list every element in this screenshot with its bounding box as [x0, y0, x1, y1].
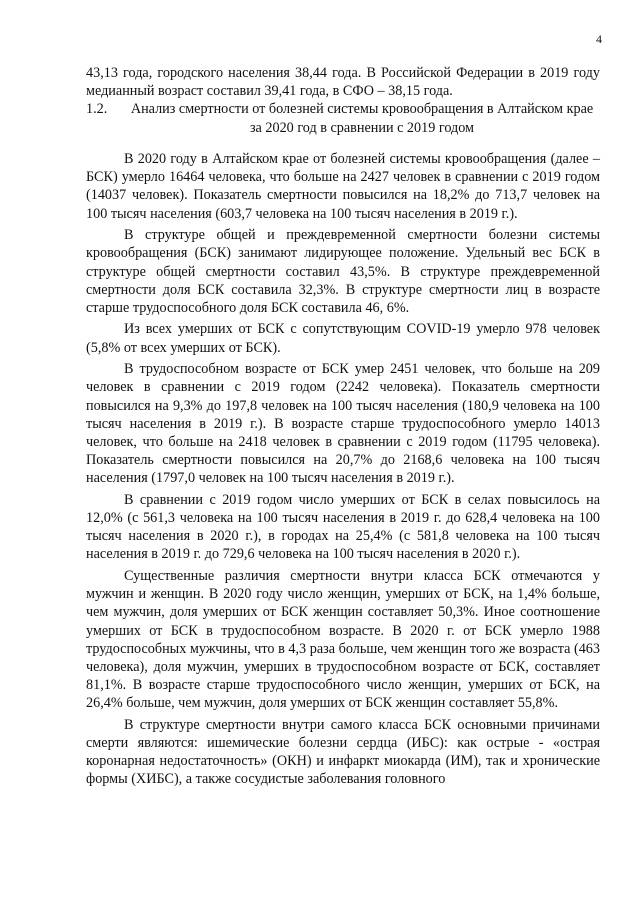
paragraph: В структуре общей и преждевременной смертности болезни системы кровообращения (БСК) занимают лидирующее положение. Удельный вес БСК в структуре общей смертности составил 43,5%. В структуре преждевременной смертности доля БСК составила 32,3%. В структуре смертности лиц в возрасте старше трудоспособного доля БСК составила 46, 6%. — [86, 227, 600, 316]
section-number: 1.2. — [86, 101, 108, 118]
paragraph: Из всех умерших от БСК с сопутствующим COVID-19 умерло 978 человек (5,8% от всех умерших от БСК). — [86, 321, 600, 356]
paragraph: В 2020 году в Алтайском крае от болезней системы кровообращения (далее – БСК) умерло 16464 человека, что больше на 2427 человек в сравнении с 2019 годом (14037 человек). Показатель смертности повысился на 18,2% до 713,7 человек на 100 тысяч населения (603,7 человека на 100 тысяч населения в 2019 г.). — [86, 151, 600, 222]
paragraph: В структуре смертности внутри самого класса БСК основными причинами смерти являются: ишемические болезни сердца (ИБС): как острые - «острая коронарная недостаточность» (ОКН) и инфаркт миокарда (ИМ), так и хронические формы (ХИБС), а также сосудистые заболевания головного — [86, 716, 600, 788]
section-heading — [86, 100, 600, 136]
body-text — [86, 150, 600, 792]
intro-paragraph: 43,13 года, городского населения 38,44 года. В Российской Федерации в 2019 году медианный возраст составил 39,41 года, в СФО – 38,15 года. — [86, 65, 600, 100]
paragraph: В трудоспособном возрасте от БСК умер 2451 человек, что больше на 209 человек в сравнении с 2019 годом (2242 человека). Показатель смертности повысился на 9,3% до 197,8 человек на 100 тысяч населения (180,9 человека на 100 тысяч населения в 2019 г.). В возрасте старше трудоспособного умерло 14013 человек, что больше на 2418 человек в сравнении с 2019 годом (11795 человека). Показатель смертности повысился на 20,7% до 2168,6 человека на 100 тысяч населения (1797,0 человек на 100 тысяч населения в 2019 г.). — [86, 361, 600, 487]
page-number: 4 — [596, 32, 602, 46]
intro-block — [86, 64, 600, 137]
paragraph: В сравнении с 2019 годом число умерших от БСК в селах повысилось на 12,0% (с 561,3 человека на 100 тысяч населения в 2019 г. до 628,4 человека на 100 тысяч населения в 2020 г.), в городах на 25,4% (с 581,8 человека на 100 тысяч населения в 2019 г. до 729,6 человека на 100 тысяч населения в 2020 г.). — [86, 491, 600, 563]
section-title: Анализ смертности от болезней системы кровообращения в Алтайском крае за 2020 год в сравнении с 2019 годом — [130, 101, 594, 136]
paragraph: Существенные различия смертности внутри класса БСК отмечаются у мужчин и женщин. В 2020 году число женщин, умерших от БСК, на 1,4% больше, чем мужчин, доля умерших от БСК женщин составляет 50,3%. Иное соотношение умерших от БСК в трудоспособном возрасте. В 2020 г. от БСК умерло 1988 трудоспособных мужчины, что в 4,3 раза больше, чем женщин того же возраста (463 человека), доля мужчин, умерших в трудоспособном возрасте от БСК, составляет 81,1%. В возрасте старше трудоспособного число женщин, умерших от БСК, на 26,4% больше, чем мужчин, доля умерших от БСК женщин составляет 55,8%. — [86, 567, 600, 712]
